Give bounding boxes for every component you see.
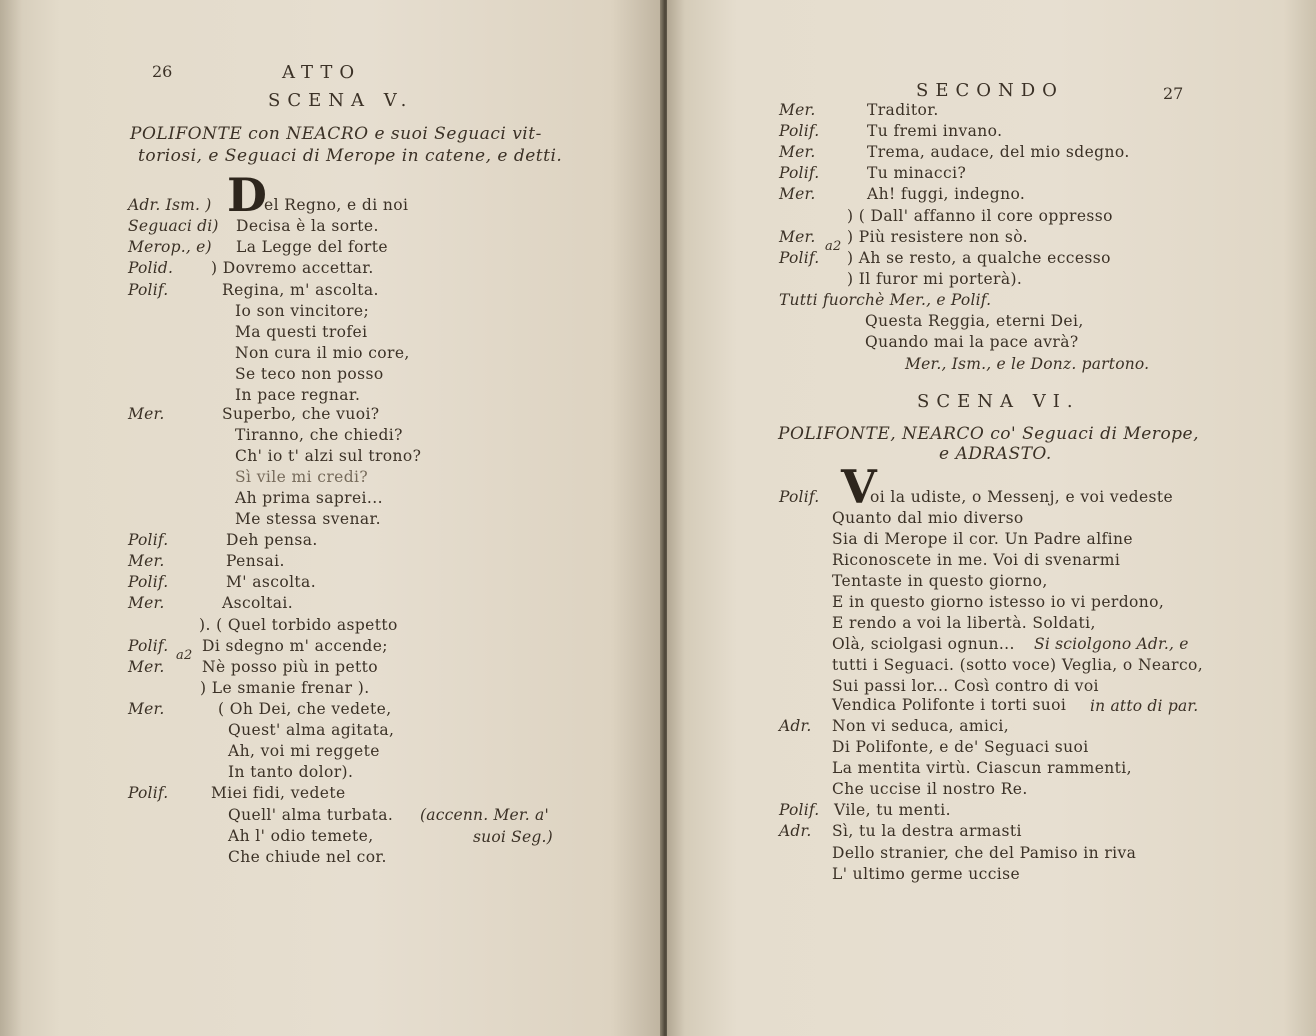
stage-direction: suoi Seg.) [473,828,553,846]
verse-line: ) ( Dall' affanno il core oppresso [847,207,1113,225]
verse-line: Ah l' odio temete, [228,827,374,845]
verse-line: Questa Reggia, eterni Dei, [865,312,1084,330]
verse-line: Sui passi lor... Così contro di voi [832,677,1099,695]
verse-line: Quest' alma agitata, [228,721,395,739]
scene-title: SCENA V. [268,90,414,111]
speaker-label: Polid. [128,259,174,277]
speaker-label: Mer. [128,405,165,423]
speaker-label: Merop., e) [128,238,212,256]
verse-line: Quando mai la pace avrà? [865,333,1079,351]
speaker-label: Polif. [779,164,820,182]
verse-line: Trema, audace, del mio sdegno. [867,143,1130,161]
verse-line: Ah! fuggi, indegno. [867,185,1026,203]
right-page [667,0,1316,1036]
speaker-label: Mer. [128,700,165,718]
verse-line: Che chiude nel cor. [228,848,387,866]
verse-line: Ch' io t' alzi sul trono? [235,447,422,465]
stage-direction: (accenn. Mer. a' [420,806,549,824]
verse-line: Non vi seduca, amici, [832,717,1010,735]
speaker-label: Mer. [128,658,165,676]
verse-line: ) Le smanie frenar ). [200,679,370,697]
verse-line: Riconoscete in me. Voi di svenarmi [832,551,1121,569]
verse-line: Decisa è la sorte. [236,217,379,235]
verse-line: Di sdegno m' accende; [202,637,388,655]
a2-marker: a2 [825,239,842,254]
running-head: SECONDO [916,80,1064,101]
speaker-label: Polif. [128,573,169,591]
speaker-label: Seguaci di) [128,217,219,235]
verse-line: Nè posso più in petto [202,658,379,676]
verse-line: Dello stranier, che del Pamiso in riva [832,844,1137,862]
verse-line: Sia di Merope il cor. Un Padre alfine [832,530,1133,548]
verse-line: ) Più resistere non sò. [847,228,1028,246]
running-head: ATTO [282,62,362,83]
speaker-label: Polif. [779,801,820,819]
verse-line: ) Dovremo accettar. [211,259,374,277]
verse-line: Tentaste in questo giorno, [832,572,1048,590]
verse-line: Tu minacci? [867,164,967,182]
speaker-label: Polif. [779,249,820,267]
verse-line: Regina, m' ascolta. [222,281,379,299]
speaker-label: Polif. [128,281,169,299]
verse-line: Se teco non posso [235,365,384,383]
speaker-label: Adr. [779,822,812,840]
verse-line: Vendica Polifonte i torti suoi [832,696,1067,714]
speaker-label: Polif. [779,122,820,140]
verse-line: Traditor. [867,101,939,119]
verse-line: oi la udiste, o Messenj, e voi vedeste [870,488,1174,506]
verse-line: Ah prima saprei... [235,489,383,507]
verse-line: Pensai. [226,552,285,570]
verse-line: Di Polifonte, e de' Seguaci suoi [832,738,1089,756]
speaker-label: Polif. [128,784,169,802]
verse-line: Quanto dal mio diverso [832,509,1024,527]
verse-line: M' ascolta. [226,573,317,591]
verse-line: L' ultimo germe uccise [832,865,1021,883]
scene-title: SCENA VI. [917,391,1080,412]
verse-line: E rendo a voi la libertà. Soldati, [832,614,1096,632]
verse-line: Tiranno, che chiedi? [235,426,403,444]
verse-line: Superbo, che vuoi? [222,405,380,423]
a2-marker: a2 [176,648,193,663]
stage-direction: Si sciolgono Adr., e [1034,635,1189,653]
verse-line: Ma questi trofei [235,323,368,341]
scene-heading-line-2: toriosi, e Seguaci di Merope in catene, e detti. [138,146,563,166]
page-number: 26 [152,62,173,81]
drop-cap: V [841,460,877,514]
tutti-direction: Tutti fuorchè Mer., e Polif. [779,291,992,309]
verse-line: Vile, tu menti. [834,801,951,819]
verse-line: La mentita virtù. Ciascun rammenti, [832,759,1132,777]
verse-line: Che uccise il nostro Re. [832,780,1028,798]
scene-heading-line-1: POLIFONTE con NEACRO e suoi Seguaci vit- [130,124,542,144]
verse-line: Sì, tu la destra armasti [832,822,1022,840]
verse-line: el Regno, e di noi [264,196,409,214]
stage-direction: in atto di par. [1090,697,1199,715]
verse-line: ). ( Quel torbido aspetto [199,616,398,634]
exit-direction: Mer., Ism., e le Donz. partono. [905,355,1150,373]
verse-line: Ascoltai. [222,594,294,612]
speaker-label: Mer. [779,228,816,246]
verse-line: Me stessa svenar. [235,510,381,528]
verse-line: Olà, sciolgasi ognun... [832,635,1015,653]
verse-line: ) Il furor mi porterà). [847,270,1023,288]
speaker-label: Polif. [779,488,820,506]
verse-line: E in questo giorno istesso io vi perdono, [832,593,1165,611]
verse-line: In tanto dolor). [228,763,354,781]
page-number: 27 [1163,84,1184,103]
speaker-label: Mer. [128,552,165,570]
verse-line: Tu fremi invano. [867,122,1003,140]
verse-line: Miei fidi, vedete [211,784,346,802]
verse-line: Sì vile mi credi? [235,468,369,486]
speaker-label: Adr. Ism. ) [128,196,212,214]
scene-heading-line-1: POLIFONTE, NEARCO co' Seguaci di Merope, [778,424,1200,444]
verse-line: Quell' alma turbata. [228,806,394,824]
speaker-label: Mer. [128,594,165,612]
verse-line: La Legge del forte [236,238,388,256]
verse-line: Deh pensa. [226,531,318,549]
verse-line: ( Oh Dei, che vedete, [218,700,392,718]
speaker-label: Adr. [779,717,812,735]
verse-line: Non cura il mio core, [235,344,410,362]
speaker-label: Polif. [128,637,169,655]
speaker-label: Mer. [779,101,816,119]
verse-line: In pace regnar. [235,386,361,404]
verse-line: Io son vincitore; [235,302,370,320]
speaker-label: Mer. [779,185,816,203]
speaker-label: Polif. [128,531,169,549]
scene-heading-line-2: e ADRASTO. [939,444,1052,464]
verse-line: ) Ah se resto, a qualche eccesso [847,249,1111,267]
verse-line: Ah, voi mi reggete [228,742,380,760]
speaker-label: Mer. [779,143,816,161]
verse-line: tutti i Seguaci. (sotto voce) Veglia, o Nearco, [832,656,1204,674]
drop-cap: D [227,168,267,222]
